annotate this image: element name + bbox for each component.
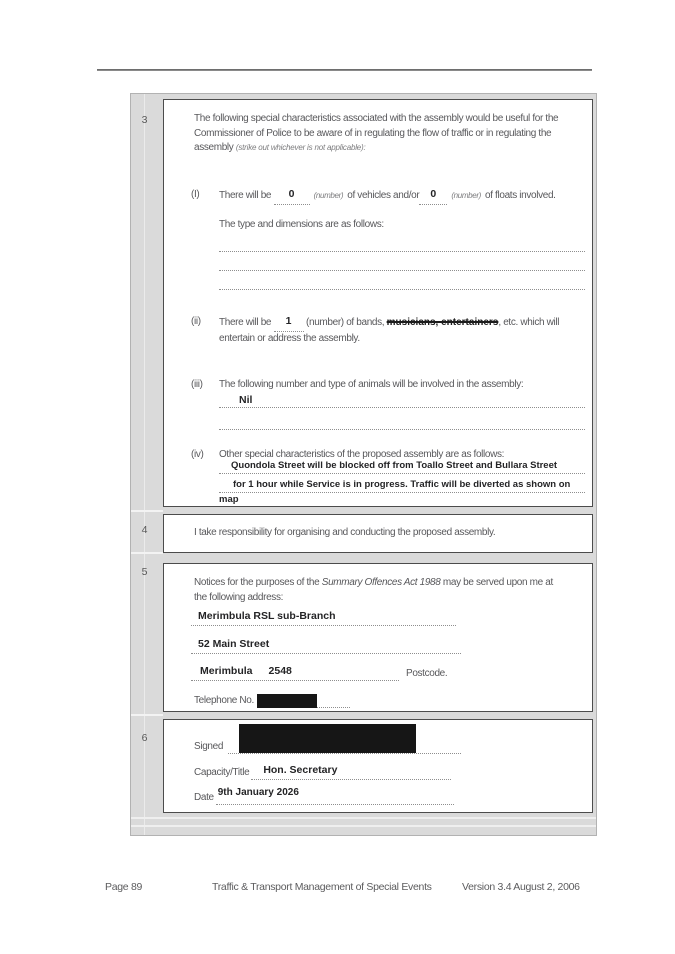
signed-label: Signed <box>194 741 224 752</box>
telephone-label: Telephone No. <box>194 694 254 706</box>
item-i-t2: of vehicles and/or <box>347 190 420 201</box>
footer-document-title: Traffic & Transport Management of Special Events <box>212 881 432 893</box>
notices-statement <box>194 576 562 605</box>
address-field-2 <box>191 638 461 654</box>
telephone-redaction-box <box>257 694 317 708</box>
capacity-row <box>194 764 451 780</box>
address-field-1 <box>191 610 456 626</box>
section-3-cell <box>163 99 593 507</box>
address-value-1: Merimbula RSL sub-Branch <box>198 610 336 622</box>
special-characteristics-line-2: for 1 hour while Service is in progress. Traffic will be diverted as shown on map <box>219 479 571 505</box>
date-field <box>216 789 454 805</box>
item-i <box>191 188 584 205</box>
capacity-field <box>251 764 451 780</box>
special-characteristics-field-2 <box>219 479 585 505</box>
telephone-redaction-wrap <box>257 694 317 708</box>
item-ii-marker: (ii) <box>191 316 201 327</box>
row-number-6: 6 <box>141 732 148 744</box>
table-bottom-line <box>131 825 596 827</box>
vehicles-count-field <box>274 188 310 205</box>
row-number-5: 5 <box>141 566 148 578</box>
row-divider <box>131 552 163 554</box>
item-ii-t3: , etc. which will entertain or address the assembly. <box>219 317 560 344</box>
postcode-field <box>191 665 399 681</box>
item-ii-t2: (number) of bands, <box>306 317 385 328</box>
number-label: (number) <box>451 191 481 200</box>
item-ii-text <box>219 315 567 346</box>
date-label: Date <box>194 791 214 803</box>
item-ii-t1: There will be <box>219 317 272 328</box>
row-divider <box>131 510 163 512</box>
special-characteristics-field-1 <box>219 460 585 474</box>
floats-count-value: 0 <box>430 188 437 200</box>
animals-field <box>219 394 585 408</box>
struck-out-text: musicians, entertainers <box>386 317 499 328</box>
notices-t1: Notices for the purposes of the <box>194 577 322 588</box>
city-value: Merimbula <box>200 665 253 677</box>
section-5-cell <box>163 563 593 712</box>
section-3-intro-text: The following special characteristics associated with the assembly would be useful for the Commissioner of Police to be aware of in regulating the flow of traffic or in regulating the assembly <box>194 113 559 153</box>
row-number-3: 3 <box>141 114 148 126</box>
table-bottom-line <box>131 817 596 819</box>
postcode-value: 2548 <box>268 665 292 677</box>
postcode-row <box>191 665 447 681</box>
item-iv-marker: (iv) <box>191 449 204 460</box>
act-name: Summary Offences Act 1988 <box>321 577 441 588</box>
blank-rule-line <box>219 240 585 252</box>
blank-rule-line <box>219 416 585 430</box>
number-column-divider <box>144 94 145 835</box>
special-characteristics-line-1: Quondola Street will be blocked off from Toallo Street and Bullara Street <box>231 460 558 471</box>
item-iv-label: Other special characteristics of the proposed assembly are as follows: <box>219 449 505 460</box>
row-number-4: 4 <box>141 524 148 536</box>
form-table <box>130 93 597 836</box>
address-value-2: 52 Main Street <box>198 638 270 650</box>
strike-out-note: (strike out whichever is not applicable): <box>235 143 366 152</box>
item-i-text <box>219 188 584 205</box>
footer-version: Version 3.4 August 2, 2006 <box>462 881 580 893</box>
floats-count-field <box>419 188 447 205</box>
bands-count-field <box>274 315 304 332</box>
blank-rule-line <box>219 278 585 290</box>
section-6-cell <box>163 719 593 813</box>
postcode-label: Postcode. <box>406 667 448 679</box>
telephone-row <box>194 692 350 708</box>
row-divider <box>131 714 163 716</box>
item-i-t3: of floats involved. <box>484 190 556 201</box>
vehicles-count-value: 0 <box>288 188 295 200</box>
item-i-marker: (I) <box>191 189 200 200</box>
telephone-dots <box>317 692 350 708</box>
section-4-cell <box>163 514 593 553</box>
blank-rule-line <box>219 259 585 271</box>
bands-count-value: 1 <box>285 315 292 327</box>
capacity-value: Hon. Secretary <box>263 764 338 776</box>
item-iii-marker: (iii) <box>191 379 203 390</box>
signature-redaction-box <box>239 724 416 753</box>
date-row <box>194 789 454 805</box>
capacity-label: Capacity/Title <box>194 766 250 778</box>
item-iii <box>191 378 584 393</box>
type-dimensions-label: The type and dimensions are as follows: <box>219 219 384 230</box>
animals-value: Nil <box>239 394 253 406</box>
item-i-t1: There will be <box>219 190 272 201</box>
item-iii-label: The following number and type of animals will be involved in the assembly: <box>219 379 524 390</box>
responsibility-statement: I take responsibility for organising and conducting the proposed assembly. <box>194 527 496 538</box>
item-ii <box>191 315 584 346</box>
section-3-intro <box>194 112 588 156</box>
notices-t2: may be served upon me at the following address: <box>194 577 553 603</box>
header-rule <box>97 69 592 71</box>
date-value: 9th January 2026 <box>217 787 299 798</box>
number-label: (number) <box>313 191 344 200</box>
footer-page-number: Page 89 <box>105 881 143 893</box>
